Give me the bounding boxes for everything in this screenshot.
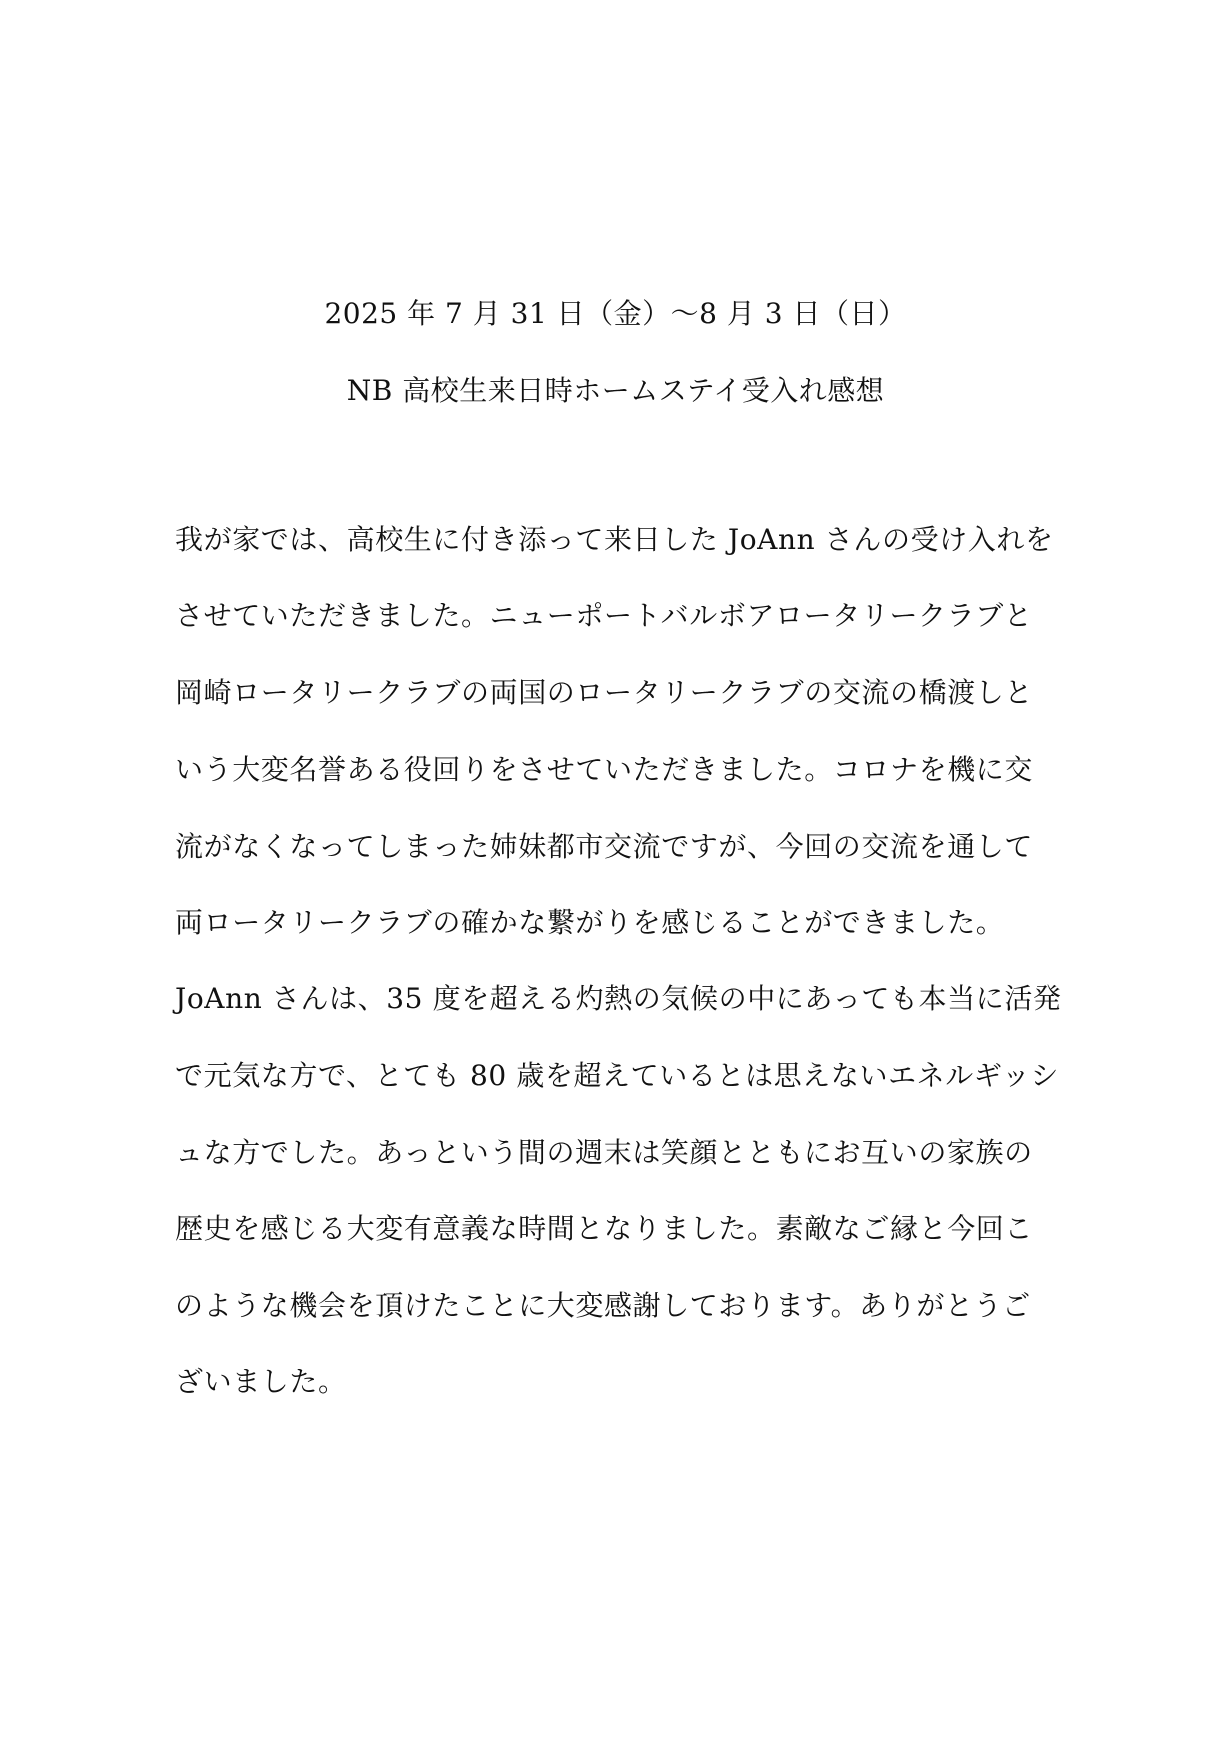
paragraph-line: 岡崎ロータリークラブの両国のロータリークラブの交流の橋渡しと xyxy=(175,676,1034,709)
paragraph-line: JoAnn さんは、35 度を超える灼熱の気候の中にあっても本当に活発 xyxy=(175,982,1062,1015)
paragraph-line: させていただきました。ニューポートバルボアロータリークラブと xyxy=(175,599,1033,632)
paragraph-line: いう大変名誉ある役回りをさせていただきました。コロナを機に交 xyxy=(175,753,1034,786)
document-title: NB 高校生来日時ホームステイ受入れ感想 xyxy=(346,374,885,407)
paragraph-line: 流がなくなってしまった姉妹都市交流ですが、今回の交流を通して xyxy=(175,830,1034,863)
paragraph-line: ュな方でした。あっという間の週末は笑顔とともにお互いの家族の xyxy=(175,1136,1033,1169)
paragraph-line: 両ロータリークラブの確かな繋がりを感じることができました。 xyxy=(175,906,1005,939)
paragraph-line: 歴史を感じる大変有意義な時間となりました。素敵なご縁と今回こ xyxy=(175,1212,1034,1245)
paragraph-line: で元気な方で、とても 80 歳を超えているとは思えないエネルギッシ xyxy=(175,1059,1060,1092)
paragraph-line: ざいました。 xyxy=(175,1365,347,1398)
paragraph-line: 我が家では、高校生に付き添って来日した JoAnn さんの受け入れを xyxy=(175,523,1054,556)
event-date-heading: 2025 年 7 月 31 日（金）〜8 月 3 日（日） xyxy=(324,297,907,330)
paragraph-line: のような機会を頂けたことに大変感謝しております。ありがとうご xyxy=(175,1289,1031,1322)
